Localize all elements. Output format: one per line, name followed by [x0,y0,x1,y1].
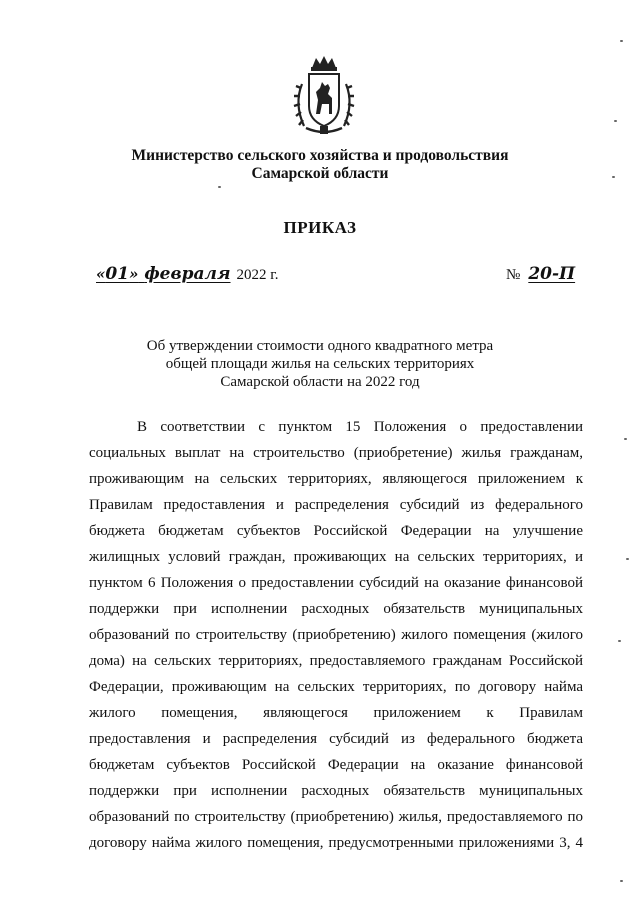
body-line: В соответствии с пунктом 15 Положения о предоставлении [137,419,583,435]
date-day: 01 [105,264,130,284]
number-handwritten: 20-П [528,264,576,284]
date-month: февраля [144,264,231,284]
scan-speck [618,640,621,642]
scan-speck [624,438,627,440]
body-line: бюджетам субъектов Российской Федерации на оказание финансовой [89,757,583,773]
body-line: предоставления и распределения субсидий из федерального бюджета [89,731,583,747]
scan-speck [620,40,623,42]
body-line: жилищных условий граждан, проживающих на сельских территориях, и [89,549,583,565]
body-line: договору найма жилого помещения, предусмотренными приложениями 3, 4 [89,835,583,851]
order-title: ПРИКАЗ [283,218,357,237]
body-line: образований по строительству (приобретению) жилого помещения (жилого [89,627,583,643]
body-line: дома) на сельских территориях, предоставляемого гражданам Российской [89,653,583,669]
body-line: Правилам предоставления и распределения субсидий из федерального [89,497,583,513]
scan-speck [614,120,617,122]
order-subject [0,337,640,391]
date-quote-close: » [129,265,139,283]
body-line: поддержки при исполнении расходных обязательств муниципальных [89,601,583,617]
order-number [506,264,575,284]
number-prefix: № [506,267,521,283]
body-line: поддержки при исполнении расходных обязательств муниципальных [89,783,583,799]
scan-speck [218,186,221,188]
scan-speck [620,880,623,882]
date-quote-open: « [96,265,106,283]
ministry-line-1: Министерство сельского хозяйства и продовольствия [131,147,509,164]
subject-line-2: общей площади жилья на сельских территориях [165,356,475,372]
order-body [89,414,583,856]
date-year: 2022 г. [236,267,279,283]
subject-line-1: Об утверждении стоимости одного квадратного метра [146,338,494,354]
body-line: бюджета бюджетам субъектов Российской Федерации на улучшение [89,523,583,539]
body-line: пунктом 6 Положения о предоставлении субсидий на оказание финансовой [89,575,583,591]
scan-speck [612,176,615,178]
ministry-name [0,147,640,183]
date-handwritten [96,264,231,284]
body-line: Федерации, проживающим на сельских территориях, по договору найма [89,679,583,695]
ministry-line-2: Самарской области [251,165,389,182]
coat-of-arms-icon [292,54,356,138]
body-line: образований по строительству (приобретению) жилья, предоставляемого по [89,809,583,825]
body-line: социальных выплат на строительство (приобретение) жилья гражданам, [89,445,583,461]
subject-line-3: Самарской области на 2022 год [220,374,420,390]
body-line: проживающим на сельских территориях, являющегося приложением к [89,471,583,487]
body-line: жилого помещения, являющегося приложением к Правилам [89,705,583,721]
order-date [96,264,279,284]
scan-speck [626,558,629,560]
